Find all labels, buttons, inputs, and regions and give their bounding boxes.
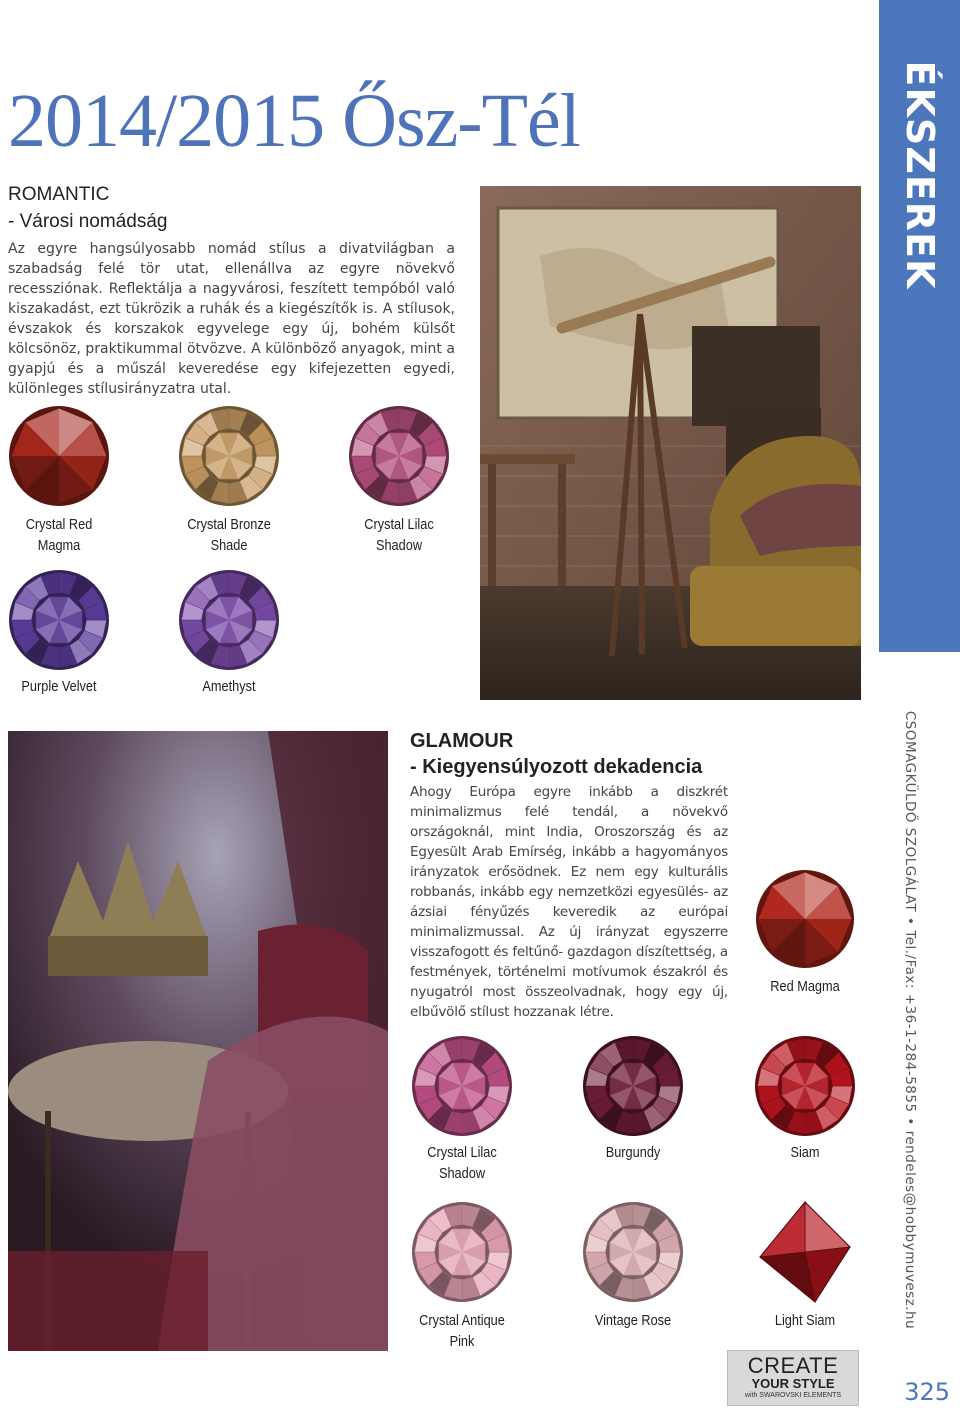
crystal-item: [404, 1200, 520, 1352]
crystal-item: [0, 568, 118, 697]
contact-info: CSOMAGKÜLDŐ SZOLGÁLAT • Tel./Fax: +36-1-284-5855 • rendeles@hobbymuvesz.hu: [902, 710, 918, 1330]
crystal-antique-pink-icon: [410, 1200, 514, 1304]
romantic-subtitle: - Városi nomádság: [8, 211, 168, 232]
light-siam-icon: [753, 1200, 857, 1304]
crystal-item: [404, 1034, 520, 1184]
crystal-label: Amethyst: [202, 678, 256, 695]
vintage-rose-icon: [581, 1200, 685, 1304]
crystal-item: [747, 1200, 863, 1331]
crystal-label: Crystal Red Magma: [25, 516, 93, 554]
crystal-item: [170, 404, 288, 556]
contact-strip: [880, 710, 940, 1330]
page-title: 2014/2015 Ősz-Tél: [8, 79, 580, 163]
logo-line-with: with SWAROVSKI ELEMENTS: [744, 1392, 842, 1399]
logo-line-create: CREATE: [747, 1353, 839, 1378]
crystal-label: Crystal Bronze Shade: [187, 516, 271, 554]
crystal-lilac-shadow-icon: [410, 1034, 514, 1138]
section-tab: [879, 0, 960, 652]
crystal-item: [575, 1034, 691, 1163]
page-number: 325: [904, 1378, 950, 1406]
crystal-item: [340, 404, 458, 556]
crystal-lilac-shadow-icon: [347, 404, 451, 508]
glamour-title: GLAMOUR: [410, 730, 514, 752]
crystal-item: [747, 1034, 863, 1163]
siam-icon: [753, 1034, 857, 1138]
crystal-label: Red Magma: [770, 978, 840, 995]
crystal-item: [170, 568, 288, 697]
romantic-title: ROMANTIC: [8, 184, 110, 205]
crystal-label: Vintage Rose: [594, 1312, 672, 1329]
red-magma-icon: [754, 868, 856, 970]
romantic-body: Az egyre hangsúlyosabb nomád stílus a divatvilágban a szabadság felé tör utat, ellenállva az egyre növekvő recessziónak. Reflektálja a nagyvárosi, feszített tempóból való kiszakadást, ezt tükrözik a ruhák és a kiegészítők is. A stílusok, évszakok és korszakok egyvelege egy új, bohém külsőt kölcsönöz, praktikummal ötvözve. A különböző anyagok, mint a gyapjú és a műszál keveredése egy kifejezetten egyedi, különleges stílusirányzatra utal.: [8, 241, 455, 397]
romantic-photo-image: [480, 186, 861, 700]
swarovski-logo: [727, 1350, 859, 1406]
crystal-bronze-shade-icon: [177, 404, 281, 508]
crystal-item: [0, 404, 118, 556]
crystal-label: Crystal Lilac Shadow: [364, 516, 434, 554]
crystal-label: Light Siam: [774, 1312, 836, 1329]
logo-line-your-style: YOUR STYLE: [751, 1376, 835, 1391]
amethyst-icon: [177, 568, 281, 672]
romantic-photo: [480, 186, 861, 700]
crystal-label: Purple Velvet: [21, 678, 97, 695]
crystal-label: Crystal Lilac Shadow: [427, 1144, 497, 1182]
glamour-photo: [8, 731, 388, 1351]
crystal-red-magma-icon: [7, 404, 111, 508]
glamour-photo-image: [8, 731, 388, 1351]
burgundy-icon: [581, 1034, 685, 1138]
crystal-label: Burgundy: [605, 1144, 661, 1161]
section-tab-label: ÉKSZEREK: [897, 60, 942, 290]
crystal-item: [750, 868, 860, 997]
purple-velvet-icon: [7, 568, 111, 672]
glamour-subtitle: - Kiegyensúlyozott dekadencia: [410, 756, 703, 778]
crystal-label: Crystal Antique Pink: [419, 1312, 505, 1350]
glamour-body: Ahogy Európa egyre inkább a diszkrét minimalizmus felé tendál, a növekvő országoknál, mint India, Oroszország és az Egyesült Arab Emírség, inkább a hagyományos irányzatok erősödnek. Ez nem egy kulturális robbanás, inkább egy nemzetközi egyesülés- az ázsiai fényűzés keveredik az európai minimalizmussal. Az új irányzat egyszerre visszafogott és feltűnő- gazdagon díszítettség, a festmények, történelmi motívumok északról és nyugatról most összeolvadnak, hogy egy új, elbűvölő stílust hozzanak létre.: [410, 784, 728, 1020]
crystal-label: Siam: [790, 1144, 820, 1161]
crystal-item: [575, 1200, 691, 1331]
